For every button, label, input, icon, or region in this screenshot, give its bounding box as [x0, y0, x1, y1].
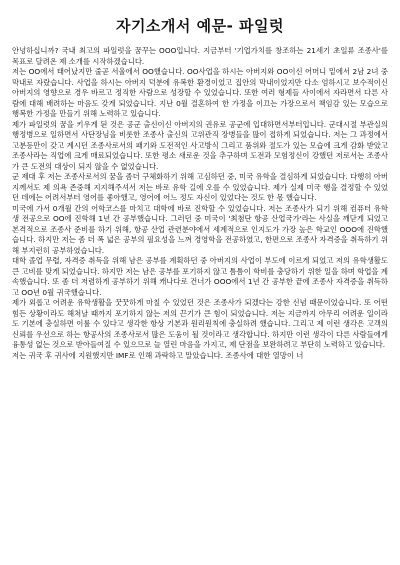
document-title: 자기소개서 예문- 파일럿	[115, 17, 285, 35]
paragraph-strengths: 제가 외롭고 어려운 유학생활을 꿋꿋하게 마칠 수 있었던 것은 조종사가 되겠다는 강한 신념 때문이었습니다. 또 어떤 힘든 상황이라도 해쳐날 때까지 포기하지 않는 저의 끈기가 큰 힘이 되었습니다. 저는 지금까지 아무리 어려운 일이라도 기본에 충실하면 이룰 수 있다고 생각한 항상 기본과 원리원칙에 충실하려 했습니다. 그리고 제 이런 생각은 고객의 신뢰를 우선으로 하는 항공사의 조종사로서 많은 도움이 될 것이라고 생각합니다. 하지만 이런 생각이 다른 사람들에게 융통성 없는 것으로 받아들여질 수 있으므로 늘 열린 마음을 가지고, 제 단점을 보완하려고 부단히 노력하고 있습니다.	[12, 298, 388, 349]
paragraph-university: 미국에 가서 0개월 간의 어학코스를 마치고 대학에 바로 진학할 수 있었습니다. 저는 조종사가 되기 위해 컴퓨터 유학생 전공으로 OO에 진학해 1년 간 공부했습니다. 그러던 중 미국이 '최첨단 항공 산업국가'라는 사실을 깨닫게 되었고 본격적으로 조종사 준비를 하기 위해, 항공 산업 관련분야에서 세계적으로 인지도가 가장 높은 학교인 OOO에 진학했습니다. 하지만 저는 좀 더 폭 넓은 공부의 필요성을 느껴 경영학을 전공하였고, 한편으로 조종사 자격증을 취득하기 위해 부지런히 공부하였습니다.	[12, 203, 388, 255]
paragraph-family: 저는 OO에서 태어났지만 줄곧 서울에서 OO했습니다. OO사업을 하시는 아버지와 OO이신 어머니 밑에서 2남 2녀 중 막내로 자랐습니다. 사업을 하시는 아버지 덕분에 유복한 환경이었고 집안의 막내이었지만 다소 엄하시고 보수적이신 아버지의 영향으로 경우 바르고 정직한 사람으로 성장할 수 있었습니다. 또한 여러 형제들 사이에서 자라면서 다른 사람에 대해 배려하는 마음도 갖게 되었습니다. 지난 0월 결혼하여 한 가정을 이끄는 가장으로서 책임감 있는 모습으로 행복한 가정을 만들기 위해 노력하고 있습니다.	[12, 67, 388, 118]
paragraph-return: 저는 귀국 후 귀사에 지원했지만 IMF로 인해 과락하고 말았습니다. 조종사에 대한 열망이 너	[12, 350, 304, 360]
paragraph-greeting: 안녕하십니까? 국내 최고의 파일럿을 꿈꾸는 OOO입니다. 지금부터 '기업가치를 창조하는 21세기 초일류 조종사'를 목표로 달려온 제 소개를 시작하겠습니다.	[12, 46, 388, 66]
paragraph-motivation: 제가 파일럿의 꿈을 키우게 된 것은 공군 출신이신 아버지의 권유로 공군에 입대하면서부터입니다. 군대시절 부관실의 행정병으로 일하면서 사단장님을 비롯한 조종사 출신의 고위관직 장병들을 많이 접하게 되었습니다. 저는 그 과정에서 고분등만이 갖고 계시던 조종사로서의 패기와 도전적인 사고방식 그리고 품위와 절도가 있는 모습에 크게 감화 받았고 조종사라는 직업에 크게 매료되었습니다. 또한 평소 새로운 것을 추구하며 도전과 모험정신이 강했던 저로서는 조종사가 큰 도전의 대상이 되지 않을 수 없었습니다.	[12, 119, 388, 171]
paragraph-hardship: 대학 졸업 무렵, 자격증 취득을 위해 남은 공부를 계획하던 중 아버지의 사업이 부도에 이르게 되었고 저의 유학생활도 큰 고비를 맞게 되었습니다. 하지만 저는 남은 공부를 포기하지 않고 틈틈이 학비를 충당하기 위한 일을 하며 학업을 계속했습니다. 또 좀 더 저렴하게 공부하기 위해 캐나다로 건너가 OOO에서 1년 간 공부한 끝에 조종사 자격증을 취득하고 OO년 0월 귀국했습니다.	[12, 256, 388, 297]
paragraph-study-abroad-decision: 군 제대 후 저는 조종사로서의 꿈을 좀더 구체화하기 위해 고심하던 중, 미국 유학을 결심하게 되었습니다. 다행히 아버지께서도 제 의욕 존중해 지지해주셔서 저는 바로 유학 길에 오를 수 있었습니다. 제가 실제 미국 행을 결정할 수 있었던 데에는 어려서부터 영어를 좋아했고, 영어에 어느 정도 자신이 있었다는 것도 한 몫 했습니다.	[12, 172, 388, 202]
document-body	[12, 46, 388, 361]
